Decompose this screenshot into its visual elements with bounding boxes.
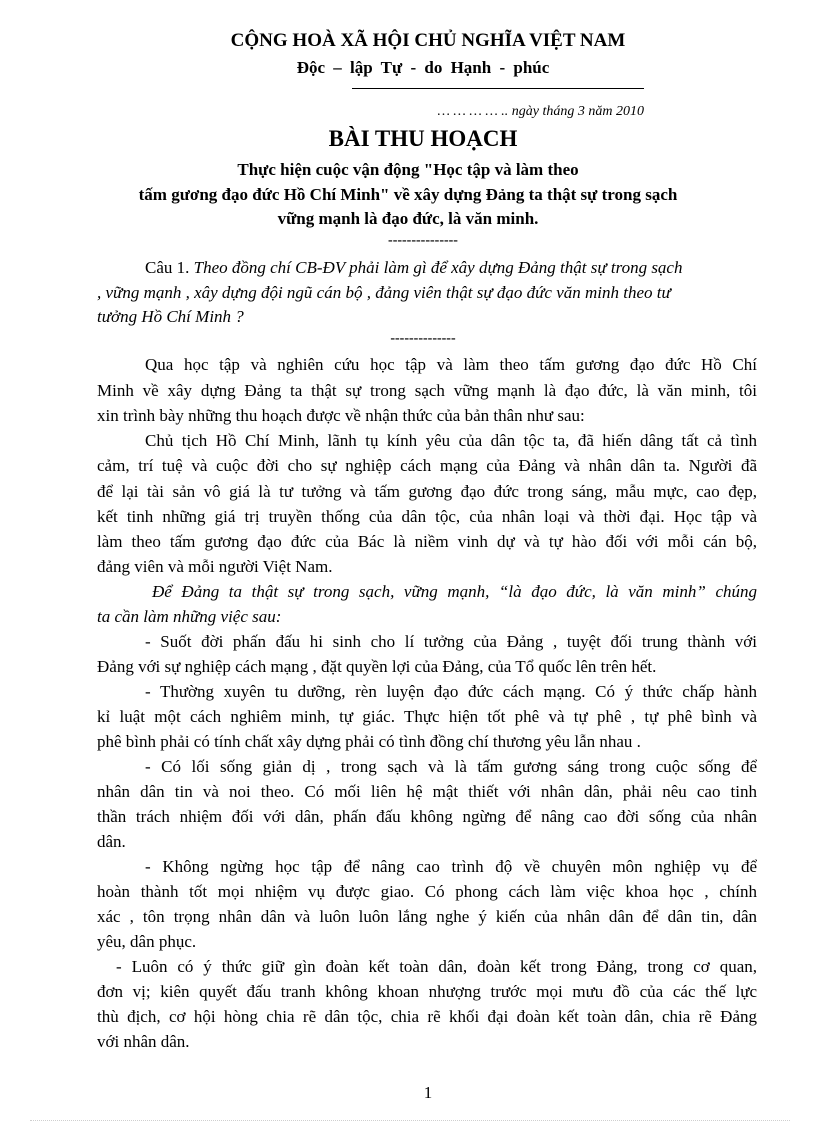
body-line: nhân dân tin và noi theo. Có mối liên hệ mật thiết với nhân dân, phải nêu cao tinh xyxy=(97,782,757,801)
body-line: - Không ngừng học tập để nâng cao trình độ về chuyên môn nghiệp vụ để xyxy=(145,857,757,876)
body-line: - Có lối sống giản dị , trong sạch và là tấm gương sáng trong cuộc sống để xyxy=(145,757,757,776)
body-line: - Thường xuyên tu dưỡng, rèn luyện đạo đức cách mạng. Có ý thức chấp hành xyxy=(145,682,757,701)
body-line: làm theo tấm gương đạo đức của Bác là niềm vinh dự và tự hào đối với mỗi cán bộ, xyxy=(97,532,757,551)
document-title: BÀI THU HOẠCH xyxy=(328,126,518,151)
body-line: với nhân dân. xyxy=(97,1032,190,1051)
body-line: phê bình phải có tính chất xây dựng phải có tình đồng chí thương yêu lẫn nhau . xyxy=(97,732,641,751)
body-line: yêu, dân phục. xyxy=(97,932,197,951)
subtitle-line-3: vững mạnh là đạo đức, là văn minh. xyxy=(277,209,539,228)
question-label: Câu 1. xyxy=(145,258,194,277)
body-line: Chủ tịch Hồ Chí Minh, lãnh tụ kính yêu của dân tộc ta, đã hiến dâng tất cả tình xyxy=(145,431,757,450)
body-line: Để Đảng ta thật sự trong sạch, vững mạnh, “là đạo đức, là văn minh” chúng xyxy=(152,582,757,601)
separator-2: -------------- xyxy=(390,331,456,346)
question-text-1: Theo đồng chí CB-ĐV phải làm gì để xây dựng Đảng thật sự trong sạch xyxy=(193,258,683,277)
body-line: thần trách nhiệm đối với dân, phấn đấu không ngừng để nâng cao đời sống của nhân xyxy=(97,807,757,826)
body-line: hoàn thành tốt mọi nhiệm vụ được giao. Có phong cách làm việc khoa học , chính xyxy=(97,882,757,901)
question-line-1 xyxy=(145,258,757,278)
motto-underline xyxy=(352,88,644,89)
body-line: - Luôn có ý thức giữ gìn đoàn kết toàn dân, đoàn kết trong Đảng, trong cơ quan, xyxy=(116,957,757,976)
body-line: Đảng với sự nghiệp cách mạng , đặt quyền lợi của Đảng, của Tổ quốc lên trên hết. xyxy=(97,657,657,676)
body-line: để lại tài sản vô giá là tư tưởng và tấm gương đạo đức trong sáng, mẫu mực, cao đẹp, xyxy=(97,482,757,501)
body-line: Minh về xây dựng Đảng ta thật sự trong sạch vững mạnh là đạo đức, là văn minh, tôi xyxy=(97,381,757,400)
question-line-2: , vững mạnh , xây dựng đội ngũ cán bộ , đảng viên thật sự đạo đức văn minh theo tư xyxy=(97,283,671,302)
separator-1: --------------- xyxy=(388,233,458,248)
national-motto: Độc – lập Tự - do Hạnh - phúc xyxy=(296,58,550,77)
body-line: dân. xyxy=(97,832,126,851)
body-line: kỉ luật một cách nghiêm minh, tự giác. Thực hiện tốt phê và tự phê , tự phê bình và xyxy=(97,707,757,726)
subtitle-line-2: tấm gương đạo đức Hồ Chí Minh" về xây dựng Đảng ta thật sự trong sạch xyxy=(138,185,678,204)
body-line: Qua học tập và nghiên cứu học tập và làm theo tấm gương đạo đức Hồ Chí xyxy=(145,355,757,374)
body-line: xin trình bày những thu hoạch được về nhận thức của bản thân như sau: xyxy=(97,406,585,425)
page-number: 1 xyxy=(423,1083,433,1102)
question-line-3: tưởng Hồ Chí Minh ? xyxy=(97,307,244,326)
national-title: CỘNG HOÀ XÃ HỘI CHỦ NGHĨA VIỆT NAM xyxy=(230,30,626,51)
body-line: thù địch, cơ hội hòng chia rẽ dân tộc, chia rẽ khối đại đoàn kết toàn dân, chia rẽ Đảng xyxy=(97,1007,757,1026)
body-line: đơn vị; kiên quyết đấu tranh không khoan nhượng trước mọi mưu đồ của các thế lực xyxy=(97,982,757,1001)
page-bottom-divider xyxy=(30,1120,790,1121)
subtitle-line-1: Thực hiện cuộc vận động "Học tập và làm theo xyxy=(237,160,579,179)
document-date: … … … … .. ngày tháng 3 năm 2010 xyxy=(437,104,644,119)
body-line: cảm, trí tuệ và cuộc đời cho sự nghiệp cách mạng của Đảng và nhân dân ta. Người đã xyxy=(97,456,757,475)
body-line: ta cần làm những việc sau: xyxy=(97,607,282,626)
body-line: xác , tôn trọng nhân dân và luôn luôn lắng nghe ý kiến của nhân dân để dân tin, dân xyxy=(97,907,757,926)
body-line: đảng viên và mỗi người Việt Nam. xyxy=(97,557,333,576)
body-line: kết tinh những giá trị truyền thống của dân tộc, của nhân loại và thời đại. Học tập và xyxy=(97,507,757,526)
body-line: - Suốt đời phấn đấu hi sinh cho lí tưởng của Đảng , tuyệt đối trung thành với xyxy=(145,632,757,651)
